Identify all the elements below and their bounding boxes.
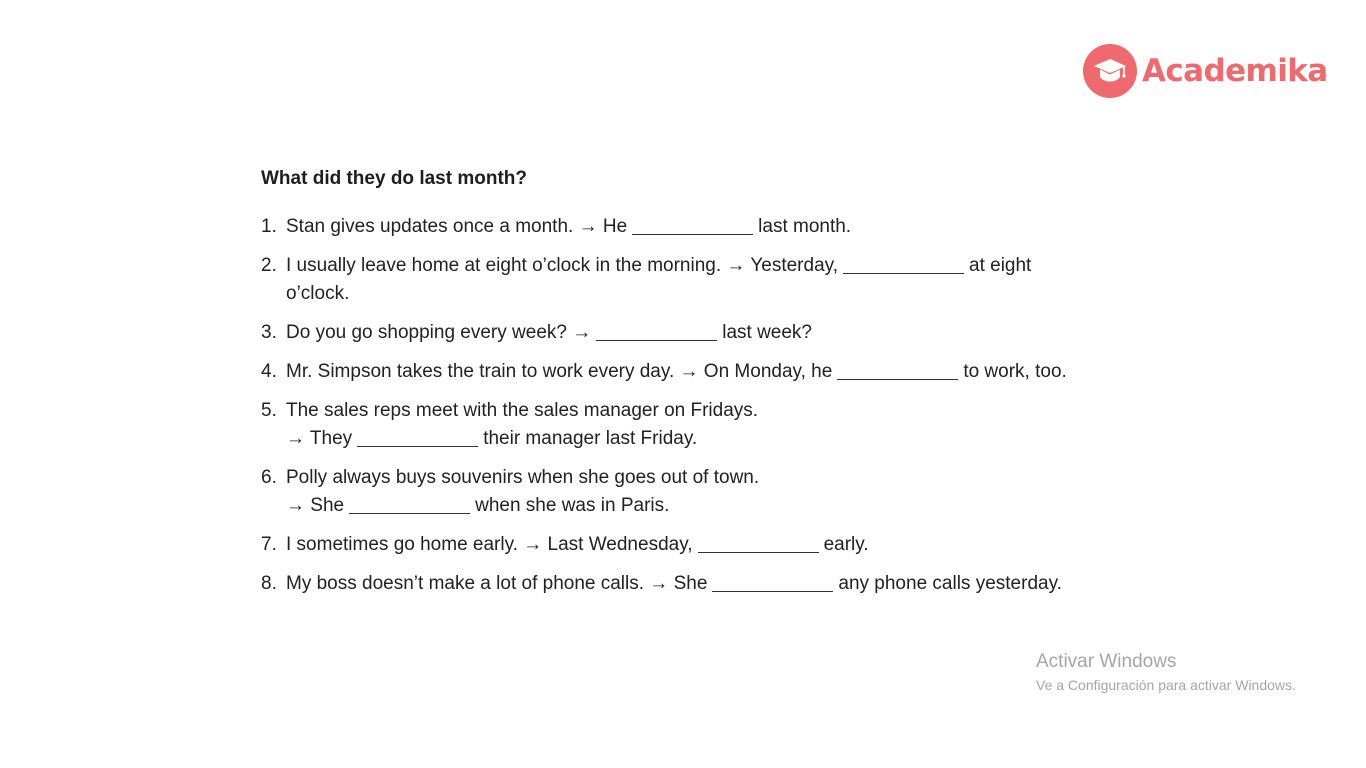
item-text bbox=[286, 531, 1141, 559]
text-before-blank: I sometimes go home early. → Last Wednesday, bbox=[286, 534, 693, 555]
exercise-item bbox=[261, 531, 1141, 559]
exercise-item bbox=[261, 464, 1141, 520]
exercise-item bbox=[261, 358, 1141, 386]
item-line bbox=[286, 492, 1141, 520]
answer-blank bbox=[357, 428, 478, 447]
exercise-item bbox=[261, 570, 1141, 598]
item-number: 6. bbox=[261, 467, 277, 488]
item-text bbox=[286, 570, 1141, 598]
text-after-blank: early. bbox=[823, 534, 869, 555]
text-before-blank: Mr. Simpson takes the train to work every day. → On Monday, he bbox=[286, 361, 833, 382]
text-before-blank: My boss doesn’t make a lot of phone calls. → She bbox=[286, 573, 708, 594]
answer-blank bbox=[632, 216, 753, 235]
exercise-list bbox=[261, 213, 1141, 598]
exercise-item bbox=[261, 319, 1141, 347]
item-line bbox=[286, 397, 1141, 425]
watermark-title: Activar Windows bbox=[1036, 651, 1177, 672]
item-text bbox=[286, 464, 1141, 520]
text-before-blank: I usually leave home at eight o’clock in the morning. → Yesterday, bbox=[286, 255, 839, 276]
item-line bbox=[286, 570, 1141, 598]
text-before-blank: Stan gives updates once a month. → He bbox=[286, 216, 628, 237]
text-before-blank: → They bbox=[286, 428, 353, 449]
graduation-cap-icon bbox=[1083, 44, 1137, 98]
line-text: o’clock. bbox=[286, 283, 350, 304]
item-line bbox=[286, 213, 1141, 241]
item-line bbox=[286, 319, 1141, 347]
line-text: The sales reps meet with the sales manager on Fridays. bbox=[286, 400, 759, 421]
item-number: 3. bbox=[261, 322, 277, 343]
text-after-blank: at eight bbox=[969, 255, 1032, 276]
item-line bbox=[286, 425, 1141, 453]
windows-activation-watermark bbox=[1036, 650, 1296, 695]
item-line bbox=[286, 464, 1141, 492]
item-text bbox=[286, 358, 1141, 386]
item-number: 4. bbox=[261, 361, 277, 382]
brand-name: Academika bbox=[1142, 52, 1328, 89]
item-text bbox=[286, 213, 1141, 241]
academika-logo bbox=[1083, 43, 1328, 99]
item-line bbox=[286, 280, 1141, 308]
answer-blank bbox=[843, 255, 964, 274]
item-text bbox=[286, 319, 1141, 347]
exercise-item bbox=[261, 252, 1141, 308]
item-number: 5. bbox=[261, 400, 277, 421]
watermark-subtitle: Ve a Configuración para activar Windows. bbox=[1036, 677, 1296, 693]
text-after-blank: their manager last Friday. bbox=[483, 428, 698, 449]
text-after-blank: any phone calls yesterday. bbox=[838, 573, 1062, 594]
item-text bbox=[286, 252, 1141, 308]
exercise-item bbox=[261, 397, 1141, 453]
item-number: 7. bbox=[261, 534, 277, 555]
answer-blank bbox=[596, 322, 717, 341]
text-after-blank: to work, too. bbox=[963, 361, 1067, 382]
answer-blank bbox=[837, 361, 958, 380]
item-line bbox=[286, 531, 1141, 559]
text-after-blank: last week? bbox=[722, 322, 813, 343]
exercise-title: What did they do last month? bbox=[261, 168, 527, 189]
item-line bbox=[286, 358, 1141, 386]
answer-blank bbox=[712, 573, 833, 592]
exercise bbox=[261, 167, 1141, 609]
line-text: Polly always buys souvenirs when she goes out of town. bbox=[286, 467, 760, 488]
text-after-blank: when she was in Paris. bbox=[475, 495, 670, 516]
text-after-blank: last month. bbox=[758, 216, 852, 237]
answer-blank bbox=[349, 495, 470, 514]
item-number: 8. bbox=[261, 573, 277, 594]
text-before-blank: → She bbox=[286, 495, 345, 516]
exercise-item bbox=[261, 213, 1141, 241]
item-number: 1. bbox=[261, 216, 277, 237]
item-text bbox=[286, 397, 1141, 453]
item-number: 2. bbox=[261, 255, 277, 276]
answer-blank bbox=[698, 534, 819, 553]
text-before-blank: Do you go shopping every week? → bbox=[286, 322, 592, 343]
item-line bbox=[286, 252, 1141, 280]
